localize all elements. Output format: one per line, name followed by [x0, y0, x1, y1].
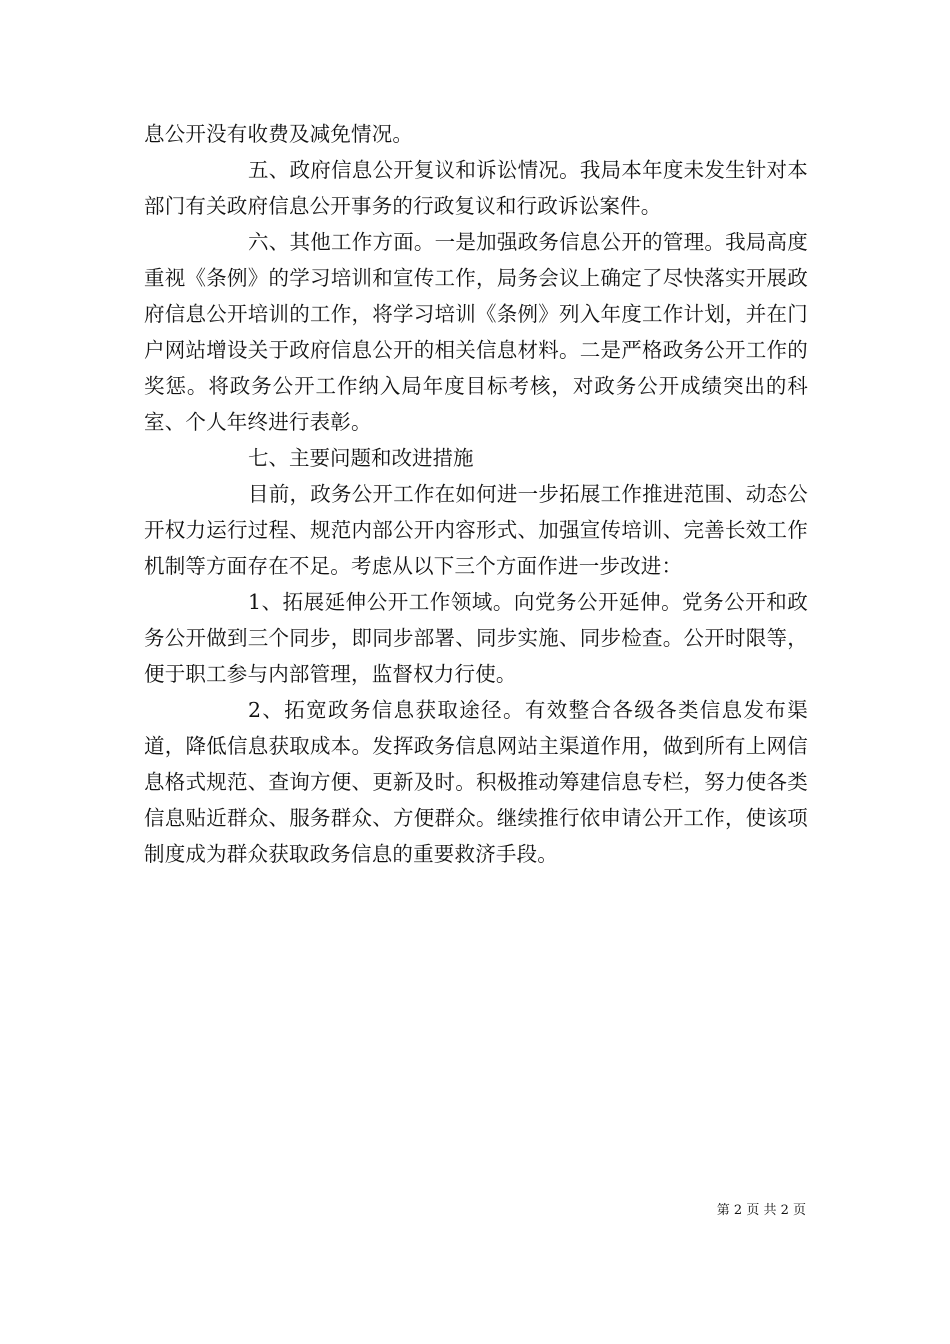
page-number-footer: 第 2 页 共 2 页	[716, 1203, 806, 1218]
paragraph-current-issues: 目前，政务公开工作在如何进一步拓展工作推进范围、动态公开权力运行过程、规范内部公开内容形式、加强宣传培训、完善长效工作机制等方面存在不足。考虑从以下三个方面作进一步改进：	[144, 482, 808, 578]
paragraph-continuation: 息公开没有收费及减免情况。	[144, 122, 414, 146]
paragraph-measure-one: 1、拓展延伸公开工作领域。向党务公开延伸。党务公开和政务公开做到三个同步，即同步部署、同步实施、同步检查。公开时限等，便于职工参与内部管理，监督权力行使。	[144, 590, 808, 686]
document-body	[144, 116, 808, 872]
paragraph-section-six: 六、其他工作方面。一是加强政务信息公开的管理。我局高度重视《条例》的学习培训和宣传工作，局务会议上确定了尽快落实开展政府信息公开培训的工作，将学习培训《条例》列入年度工作计划，并在门户网站增设关于政府信息公开的相关信息材料。二是严格政务公开工作的奖惩。将政务公开工作纳入局年度目标考核，对政务公开成绩突出的科室、个人年终进行表彰。	[144, 230, 808, 434]
paragraph-measure-two: 2、拓宽政务信息获取途径。有效整合各级各类信息发布渠道，降低信息获取成本。发挥政务信息网站主渠道作用，做到所有上网信息格式规范、查询方便、更新及时。积极推动筹建信息专栏，努力使各类信息贴近群众、服务群众、方便群众。继续推行依申请公开工作，使该项制度成为群众获取政务信息的重要救济手段。	[144, 698, 808, 866]
paragraph-section-five: 五、政府信息公开复议和诉讼情况。我局本年度未发生针对本部门有关政府信息公开事务的行政复议和行政诉讼案件。	[144, 158, 808, 218]
section-seven-heading: 七、主要问题和改进措施	[248, 446, 474, 470]
